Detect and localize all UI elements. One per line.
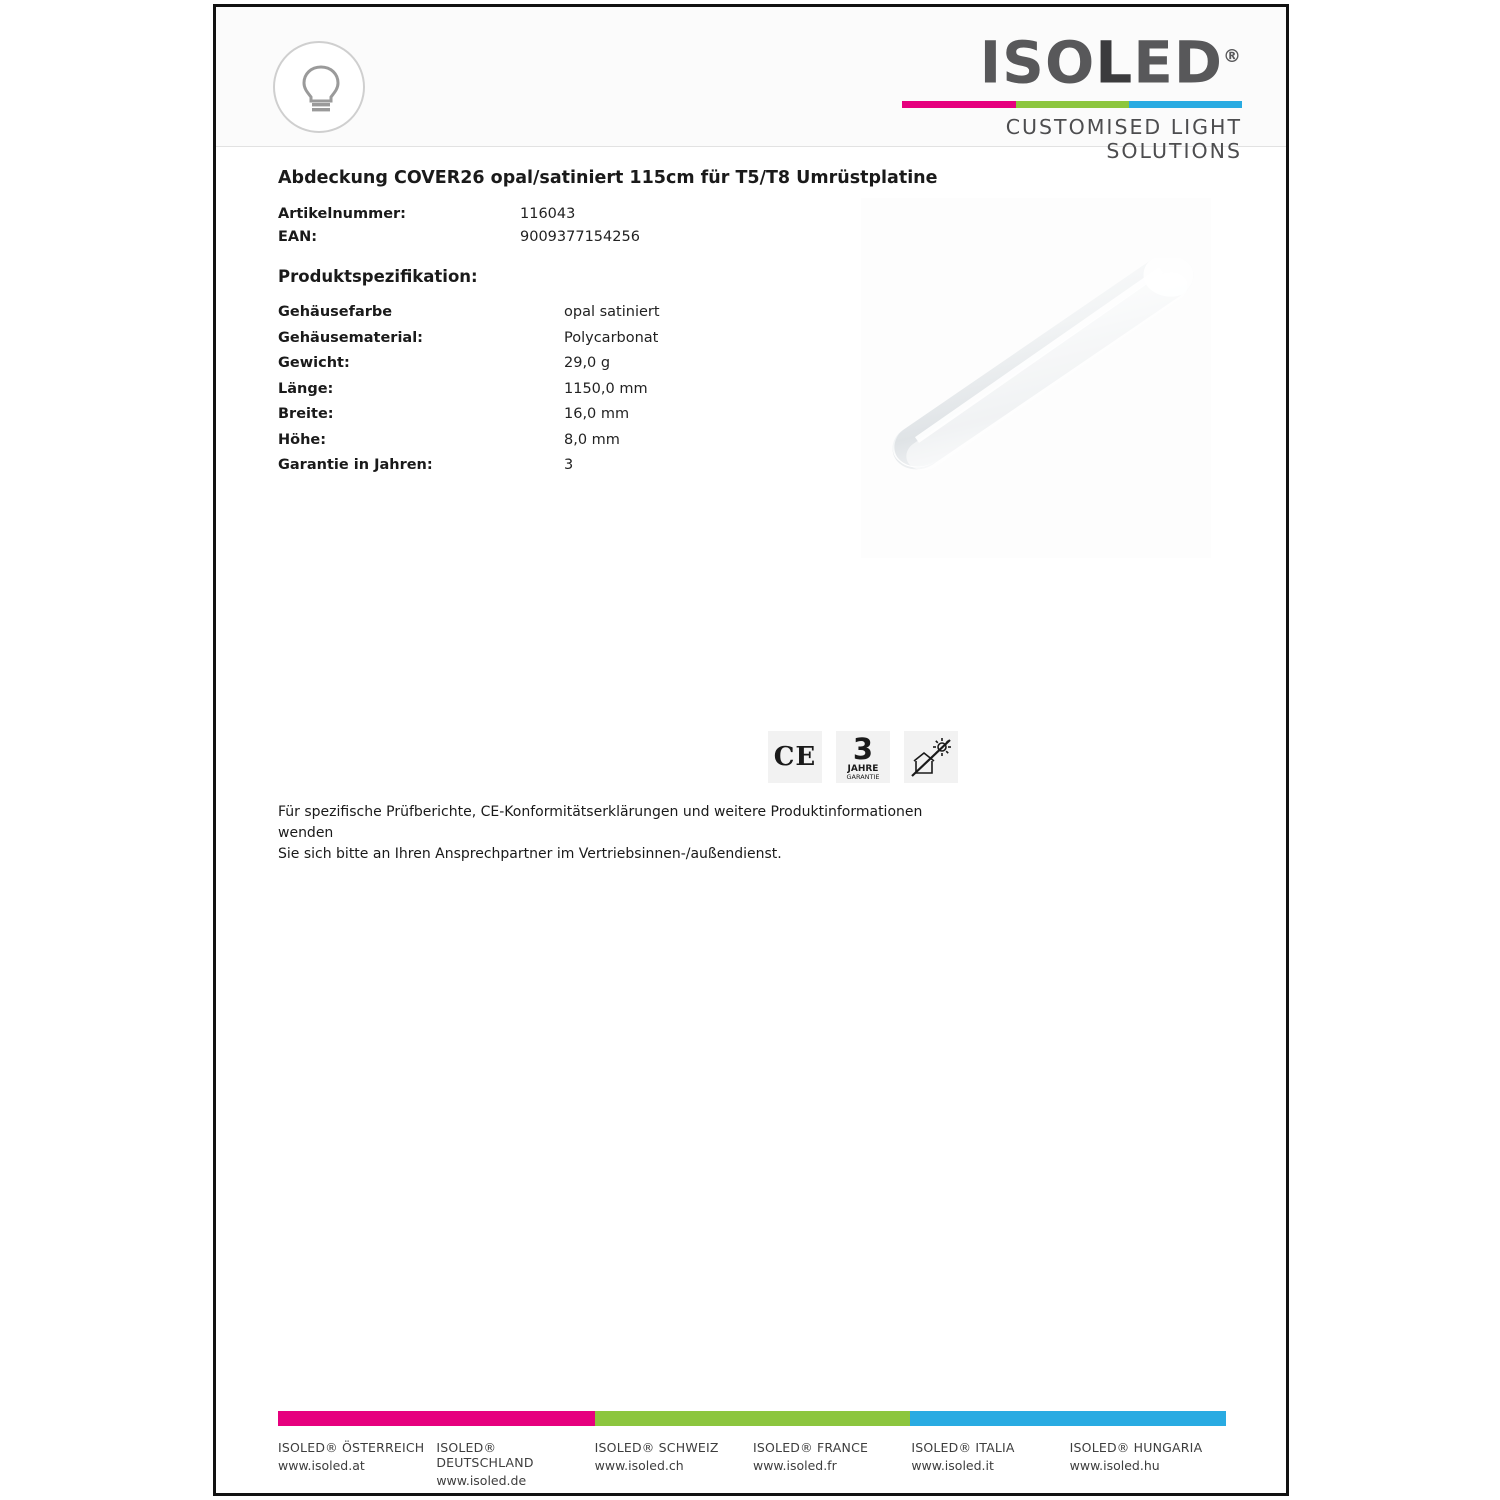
spec-value-housing-material: Polycarbonat: [564, 329, 659, 346]
footer-country-url[interactable]: www.isoled.it: [911, 1458, 994, 1473]
specification-table: [278, 300, 798, 479]
spec-value-warranty-years: 3: [564, 457, 574, 473]
table-row: [278, 402, 798, 428]
spec-label-height: Höhe:: [278, 431, 327, 448]
spec-label-housing-material: Gehäusematerial:: [278, 329, 423, 346]
footer-note-line-1: Für spezifische Prüfberichte, CE-Konformitätserklärungen und weitere Produktinformationen wenden: [278, 804, 923, 841]
footer-column-france: [753, 1440, 911, 1488]
spec-label-weight: Gewicht:: [278, 355, 350, 371]
footer-bar-blue: [910, 1411, 1226, 1426]
spec-label-housing-color: Gehäusefarbe: [278, 304, 393, 320]
page-title: Abdeckung COVER26 opal/satiniert 115cm für T5/T8 Umrüstplatine: [278, 168, 938, 188]
meta-label-ean: EAN:: [278, 229, 318, 245]
footer-column-germany: [436, 1440, 594, 1488]
spec-label-warranty-years: Garantie in Jahren:: [278, 457, 433, 473]
logo-bar-pink: [902, 101, 1016, 108]
page-header: [216, 7, 1286, 163]
spec-value-weight: 29,0 g: [564, 355, 611, 371]
footer-country-url[interactable]: www.isoled.de: [436, 1473, 527, 1488]
no-sunlight-glyph: [904, 731, 958, 783]
footer-column-austria: [278, 1440, 436, 1488]
ce-mark-label: CE: [773, 742, 817, 772]
footer-note: [278, 802, 978, 865]
footer-bar-pink: [278, 1411, 595, 1426]
spec-label-width: Breite:: [278, 406, 334, 422]
footer-country-url[interactable]: www.isoled.at: [278, 1458, 365, 1473]
footer-country-name: ISOLED® ITALIA: [911, 1440, 1015, 1455]
table-row: [278, 428, 798, 454]
footer-country-list: [278, 1440, 1228, 1488]
spec-value-width: 16,0 mm: [564, 406, 630, 422]
warranty-guarantee-label: GARANTIE: [846, 773, 880, 781]
logo-part-ed: ED: [1133, 28, 1223, 97]
footer-country-name: ISOLED® DEUTSCHLAND: [436, 1440, 534, 1470]
footer-country-name: ISOLED® ÖSTERREICH: [278, 1440, 425, 1455]
isoled-logo: [902, 27, 1242, 163]
no-direct-sunlight-icon: [904, 731, 958, 783]
footer-country-name: ISOLED® FRANCE: [752, 1440, 869, 1455]
warranty-number: 3: [852, 732, 874, 766]
logo-wordmark: [979, 27, 1242, 97]
footer-country-url[interactable]: www.isoled.fr: [752, 1458, 837, 1473]
footer-column-switzerland: [595, 1440, 753, 1488]
spec-value-height: 8,0 mm: [564, 431, 620, 448]
specification-heading: Produktspezifikation:: [278, 267, 478, 286]
warranty-years-label: JAHRE: [847, 764, 879, 774]
spec-value-housing-color: opal satiniert: [564, 304, 660, 320]
meta-value-article-number: 116043: [520, 206, 576, 222]
ce-mark-icon: [768, 731, 822, 783]
lightbulb-glyph: [299, 63, 343, 115]
table-row: [278, 326, 798, 352]
table-row: [278, 300, 798, 326]
certification-icons: [768, 731, 958, 783]
spec-value-length: 1150,0 mm: [564, 380, 648, 397]
meta-value-ean: 9009377154256: [520, 229, 640, 245]
footer-note-line-2: Sie sich bitte an Ihren Ansprechpartner im Vertriebsinnen-/außendienst.: [278, 846, 782, 862]
footer-country-name: ISOLED® HUNGARIA: [1069, 1440, 1203, 1455]
lightbulb-icon: [273, 41, 365, 133]
logo-color-bars: [902, 101, 1242, 108]
cover-profile-graphic: [861, 258, 1211, 508]
logo-part-l: L: [1095, 28, 1134, 97]
table-row: [278, 377, 798, 403]
footer-country-url[interactable]: www.isoled.ch: [594, 1458, 684, 1473]
logo-bar-blue: [1129, 101, 1242, 108]
logo-tagline: CUSTOMISED LIGHT SOLUTIONS: [1005, 115, 1242, 163]
footer-color-bars: [278, 1411, 1226, 1426]
table-row: [278, 453, 798, 479]
footer-country-url[interactable]: www.isoled.hu: [1069, 1458, 1160, 1473]
meta-label-article-number: Artikelnummer:: [278, 206, 406, 222]
footer-column-italy: [911, 1440, 1069, 1488]
table-row: [278, 351, 798, 377]
footer-country-name: ISOLED® SCHWEIZ: [594, 1440, 719, 1455]
product-image: [861, 198, 1211, 558]
spec-label-length: Länge:: [278, 380, 334, 397]
meta-row: [278, 226, 798, 249]
warranty-3-years-icon: [836, 731, 890, 783]
meta-row: [278, 203, 798, 226]
footer-bar-green: [595, 1411, 911, 1426]
footer-column-hungary: [1070, 1440, 1228, 1488]
logo-registered-mark: ®: [1223, 46, 1242, 67]
logo-bar-green: [1016, 101, 1129, 108]
logo-part-iso: ISO: [979, 28, 1096, 97]
product-meta: [278, 203, 798, 249]
